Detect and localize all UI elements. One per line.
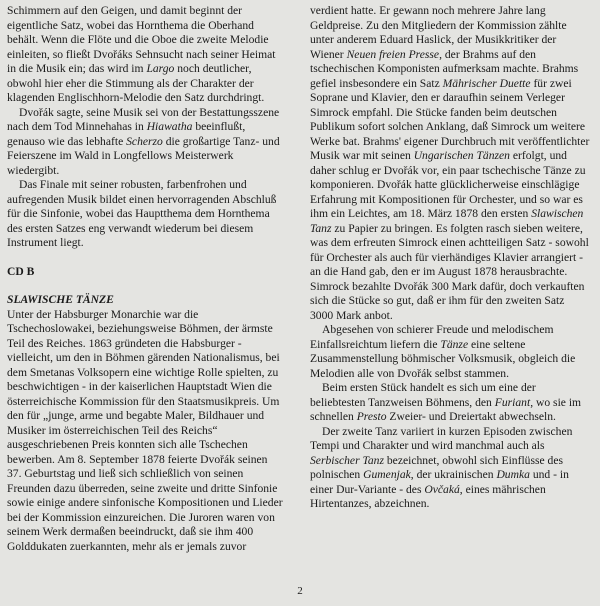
page-number: 2 [297,585,303,597]
italic-term: Largo [146,62,175,75]
italic-term: Presto [356,410,387,423]
right-column [310,4,590,512]
italic-term: Neuen freien Presse [346,47,440,61]
italic-term: Tänze [440,337,469,351]
paragraph-dance-one: Beim ersten Stück handelt es sich um eine der beliebtesten Tanzweisen Böhmens, den Furiant, wo sie im schnellen Presto Zweier- und Dreiertakt abwechseln. [310,381,582,423]
italic-term: Gumenjak [363,468,411,481]
paragraph-simrock: verdient hatte. Er gewann noch mehrere Jahre lang Geldpreise. Zu den Mitgliedern der Kommission zählte unter anderem Eduard Haslick, der Musikkritiker der Wiener Neuen freien Presse, der Brahms auf den tschechischen Komponisten aufmerksam machte. Brahms gefiel insbesondere ein Satz Mährischer Duette für zwei Soprane und Klavier, den er daraufhin seinem Verleger Simrock empfahl. Die Stücke fanden beim deutschen Publikum sofort solchen Anklang, daß Simrock um weitere Werke bat. Brahms' eigener Durchbruch mit veröffentlichter Musik war mit seinen Ungarischen Tänzen erfolgt, und daher schlug er Dvořák vor, ein paar tschechische Tänze zu komponieren. Dvořák hatte glücklicherweise einschlägige Erfahrung mit Kompositionen für Orchester, und so war es ihm ein Leichtes, am 18. März 1878 den ersten Slawischen Tanz zu Papier zu bringen. Es folgten rasch sieben weitere, was dem erfreuten Simrock einen achtteiligen Satz - sowohl für Orchester als auch für vierhändiges Klavier arrangiert - an die Hand gab, den er im August 1878 herausbrachte. Simrock bezahlte Dvořák 300 Mark dafür, doch verkauften sich die Stücke so gut, daß er ihm für den zweiten Satz 3000 Mark anbot. [310,4,590,322]
italic-term: Mährischer Duette [442,76,531,90]
italic-term: Scherzo [126,134,163,148]
italic-term: Dumka [496,468,530,481]
italic-term: Ovčaká [424,482,460,496]
italic-term: Hiawatha [146,120,193,133]
italic-term: Ungarischen Tänzen [413,149,510,162]
left-column [7,4,283,554]
italic-term: Slawischen Tanz [310,207,584,235]
paragraph-symphony-finale: Das Finale mit seiner robusten, farbenfrohen und aufregenden Musik bildet einen hervorragenden Abschluß für die Sinfonie, wobei das Hauptthema dem Hornthema des ersten Satzes eng verwandt wiederum bei diesem Instrument liegt. [7,178,277,249]
paragraph-symphony-scherzo: Dvořák sagte, seine Musik sei von der Bestattungsszene nach dem Tod Minnehahas in Hiawatha beeinflußt, genauso wie das lebhafte Scherzo die großartige Tanz- und Feierszene im Wald in Longfellows Meisterwerk wiedergibt. [7,105,280,177]
spacer [7,251,283,265]
paragraph-dance-two: Der zweite Tanz variiert in kurzen Episoden zwischen Tempi und Charakter und wird manchmal auch als Serbischer Tanz bezeichnet, obwohl sich Einflüsse des polnischen Gumenjak, der ukrainischen Dumka und - in einer Dur-Variante - des Ovčaká, eines mährischen Hirtentanzes, abzeichnen. [310,424,573,510]
paragraph-symphony-largo: Schimmern auf den Geigen, und damit beginnt der eigentliche Satz, wobei das Hornthema die Oberhand behält. Wenn die Flöte und die Oboe die zweite Melodie einleiten, so fließt Dvořáks Sehnsucht nach seiner Heimat in die Musik ein; das wird im Largo noch deutlicher, obwohl hier eher die Stimmung als der Charakter der klagenden Englischhorn-Melodie den Satz durchdringt. [7,4,276,104]
italic-term: Furiant [494,395,531,409]
cd-heading: CD B [7,264,35,278]
spacer [7,279,283,293]
paragraph-dances-folk: Abgesehen von schierer Freude und melodischem Einfallsreichtum liefern die Tänze eine seltene Zusammenstellung böhmischer Volksmusik, obgleich die Melodien alle von Dvořák selbst stammen. [310,323,576,380]
paragraph-slavonic-intro: Unter der Habsburger Monarchie war die Tschechoslowakei, beziehungsweise Böhmen, der ärmste Teil des Reiches. 1863 gründeten die Habsburger - vielleicht, um den in Böhmen gärenden Nationalismus, bei dem Smetanas Volksopern eine wichtige Rolle spielten, zu beschwichtigen - in der kaiserlichen Hauptstadt Wien die österreichische Kommission für den Staatsmusikpreis. Um den für „junge, arme und begabte Maler, Bildhauer und Musiker im österreichischen Teil des Reichs“ ausgeschriebenen Preis konnten sich alle Tschechen bewerben. Am 8. September 1878 feierte Dvořák seinen 37. Geburtstag und ließ sich schließlich von seinen Freunden dazu überreden, seine zweite und dritte Sinfonie sowie einige andere sinfonische Kompositionen und Lieder bei der Kommission einzureichen. Die Juroren waren von seinem Werk dermaßen beeindruckt, daß sie ihm 400 Golddukaten zuerkannten, mehr als er jemals zuvor [7,307,283,553]
italic-term: Serbischer Tanz [310,453,384,467]
section-title: SLAWISCHE TÄNZE [7,293,114,306]
